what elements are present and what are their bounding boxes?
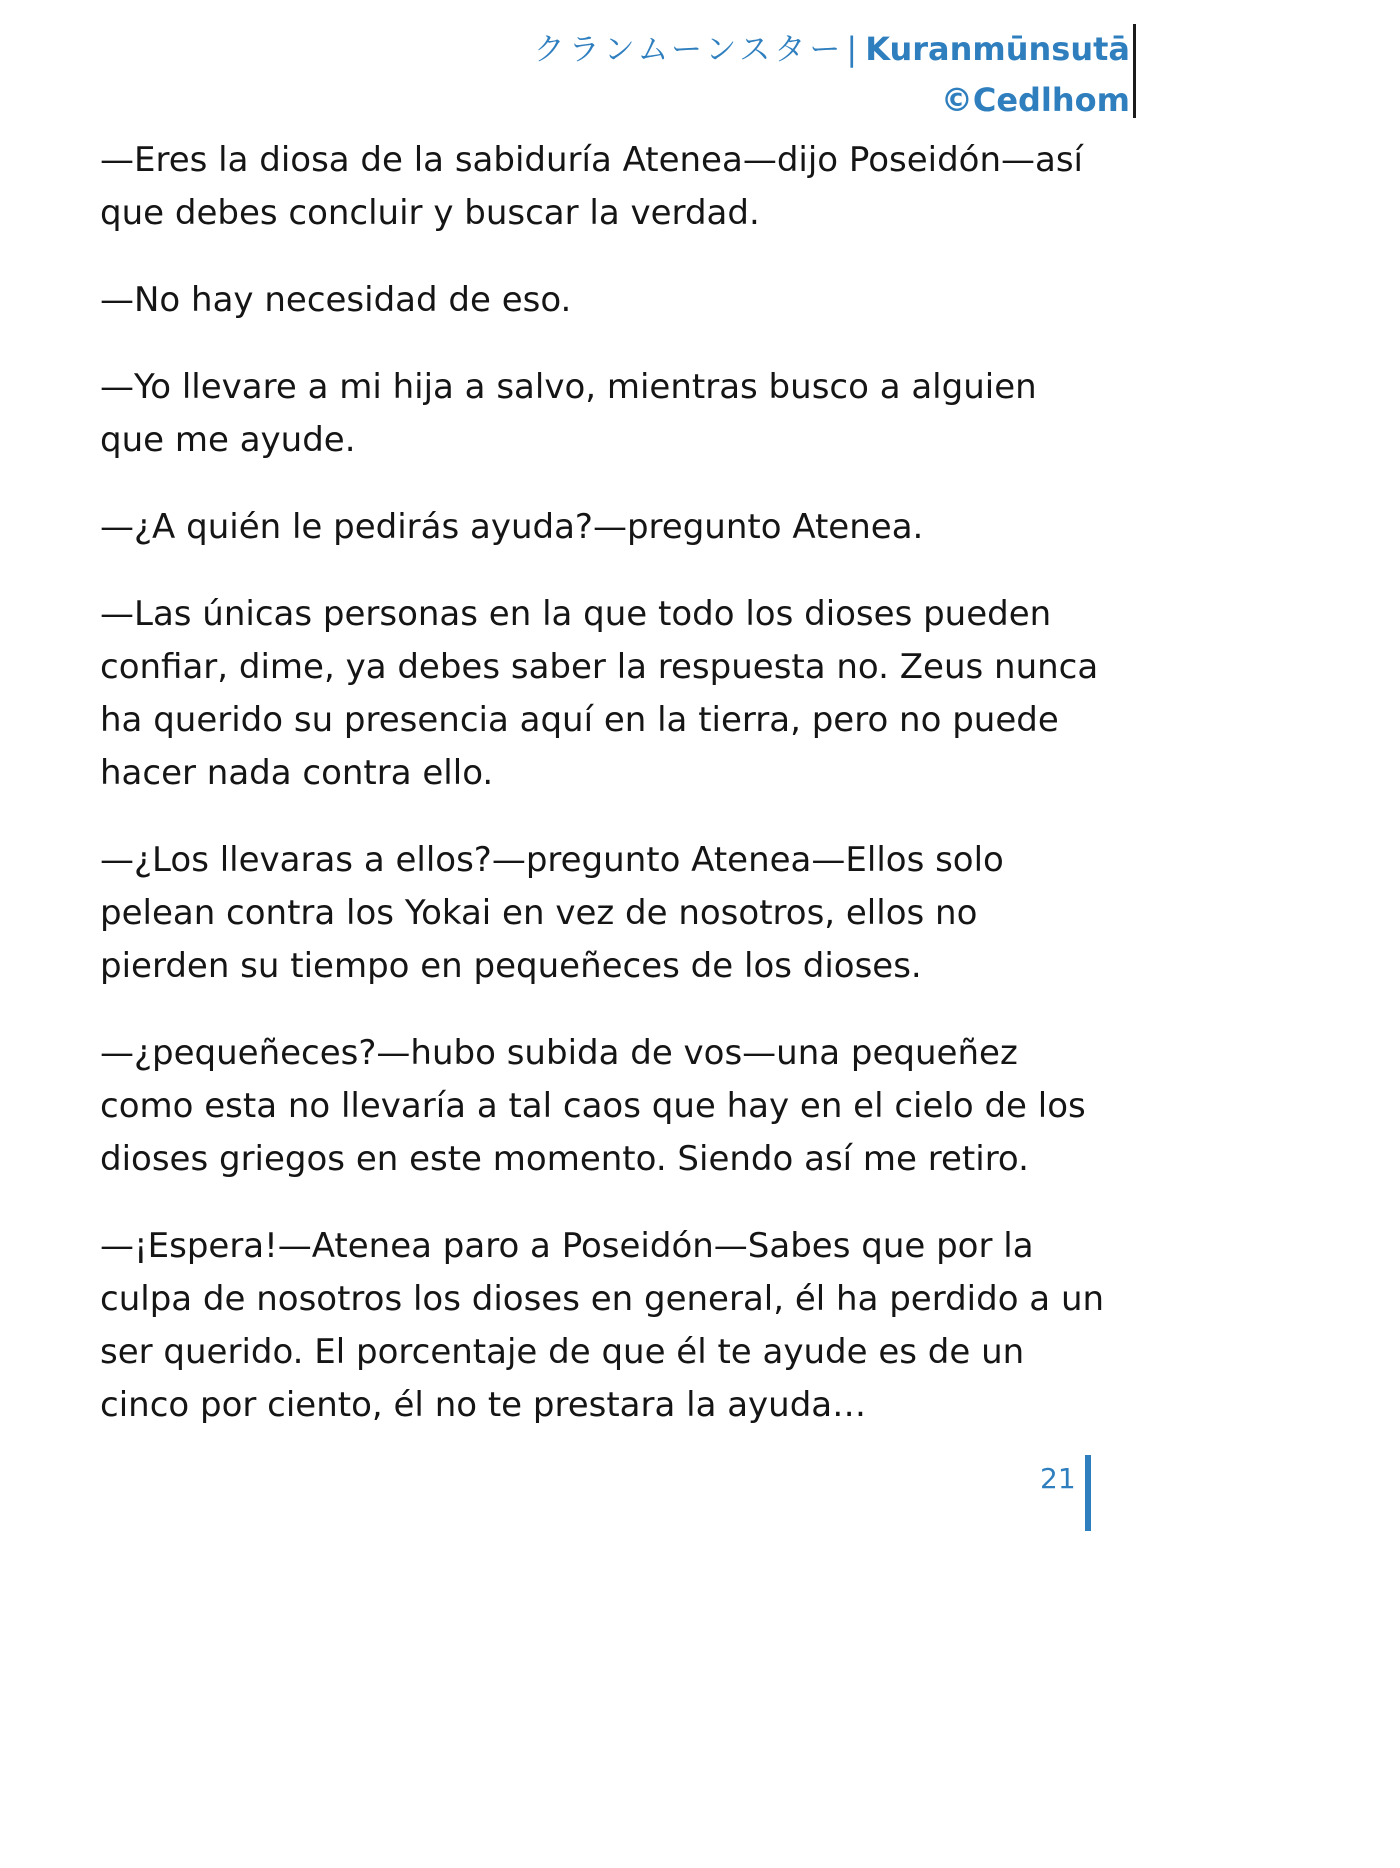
paragraph-3: —Yo llevare a mi hija a salvo, mientras busco a alguien que me ayude. xyxy=(100,367,1037,460)
paragraph-2: —No hay necesidad de eso. xyxy=(100,280,572,320)
header-vertical-rule xyxy=(1133,24,1136,118)
body-text xyxy=(100,134,1110,1466)
paragraph-7: —¿pequeñeces?—hubo subida de vos—una pequeñez como esta no llevaría a tal caos que hay en el cielo de los dioses griegos en este momento. Siendo así me retiro. xyxy=(100,1033,1086,1179)
paragraph-1: —Eres la diosa de la sabiduría Atenea—dijo Poseidón—así que debes concluir y buscar la verdad. xyxy=(100,140,1083,233)
page-header xyxy=(534,24,1130,125)
paragraph-8: —¡Espera!—Atenea paro a Poseidón—Sabes que por la culpa de nosotros los dioses en general, él ha perdido a un ser querido. El porcentaje de que él te ayude es de un cinco por ciento, él no te prestara la ayuda… xyxy=(100,1226,1105,1425)
header-title-line xyxy=(534,24,1130,75)
header-copyright: ©Cedlhom xyxy=(940,81,1130,119)
header-romaji-title: Kuranmūnsutā xyxy=(865,30,1130,68)
page-number: 21 xyxy=(1040,1462,1076,1495)
header-separator: | xyxy=(846,30,858,68)
paragraph-5: —Las únicas personas en la que todo los dioses pueden confiar, dime, ya debes saber la respuesta no. Zeus nunca ha querido su presencia aquí en la tierra, pero no puede hacer nada contra ello. xyxy=(100,594,1099,793)
page-number-rule xyxy=(1085,1455,1091,1531)
paragraph-6: —¿Los llevaras a ellos?—pregunto Atenea—Ellos solo pelean contra los Yokai en vez de nosotros, ellos no pierden su tiempo en pequeñeces de los dioses. xyxy=(100,840,1004,986)
header-japanese-title: クランムーンスター xyxy=(533,32,845,68)
paragraph-4: —¿A quién le pedirás ayuda?—pregunto Atenea. xyxy=(100,507,924,547)
